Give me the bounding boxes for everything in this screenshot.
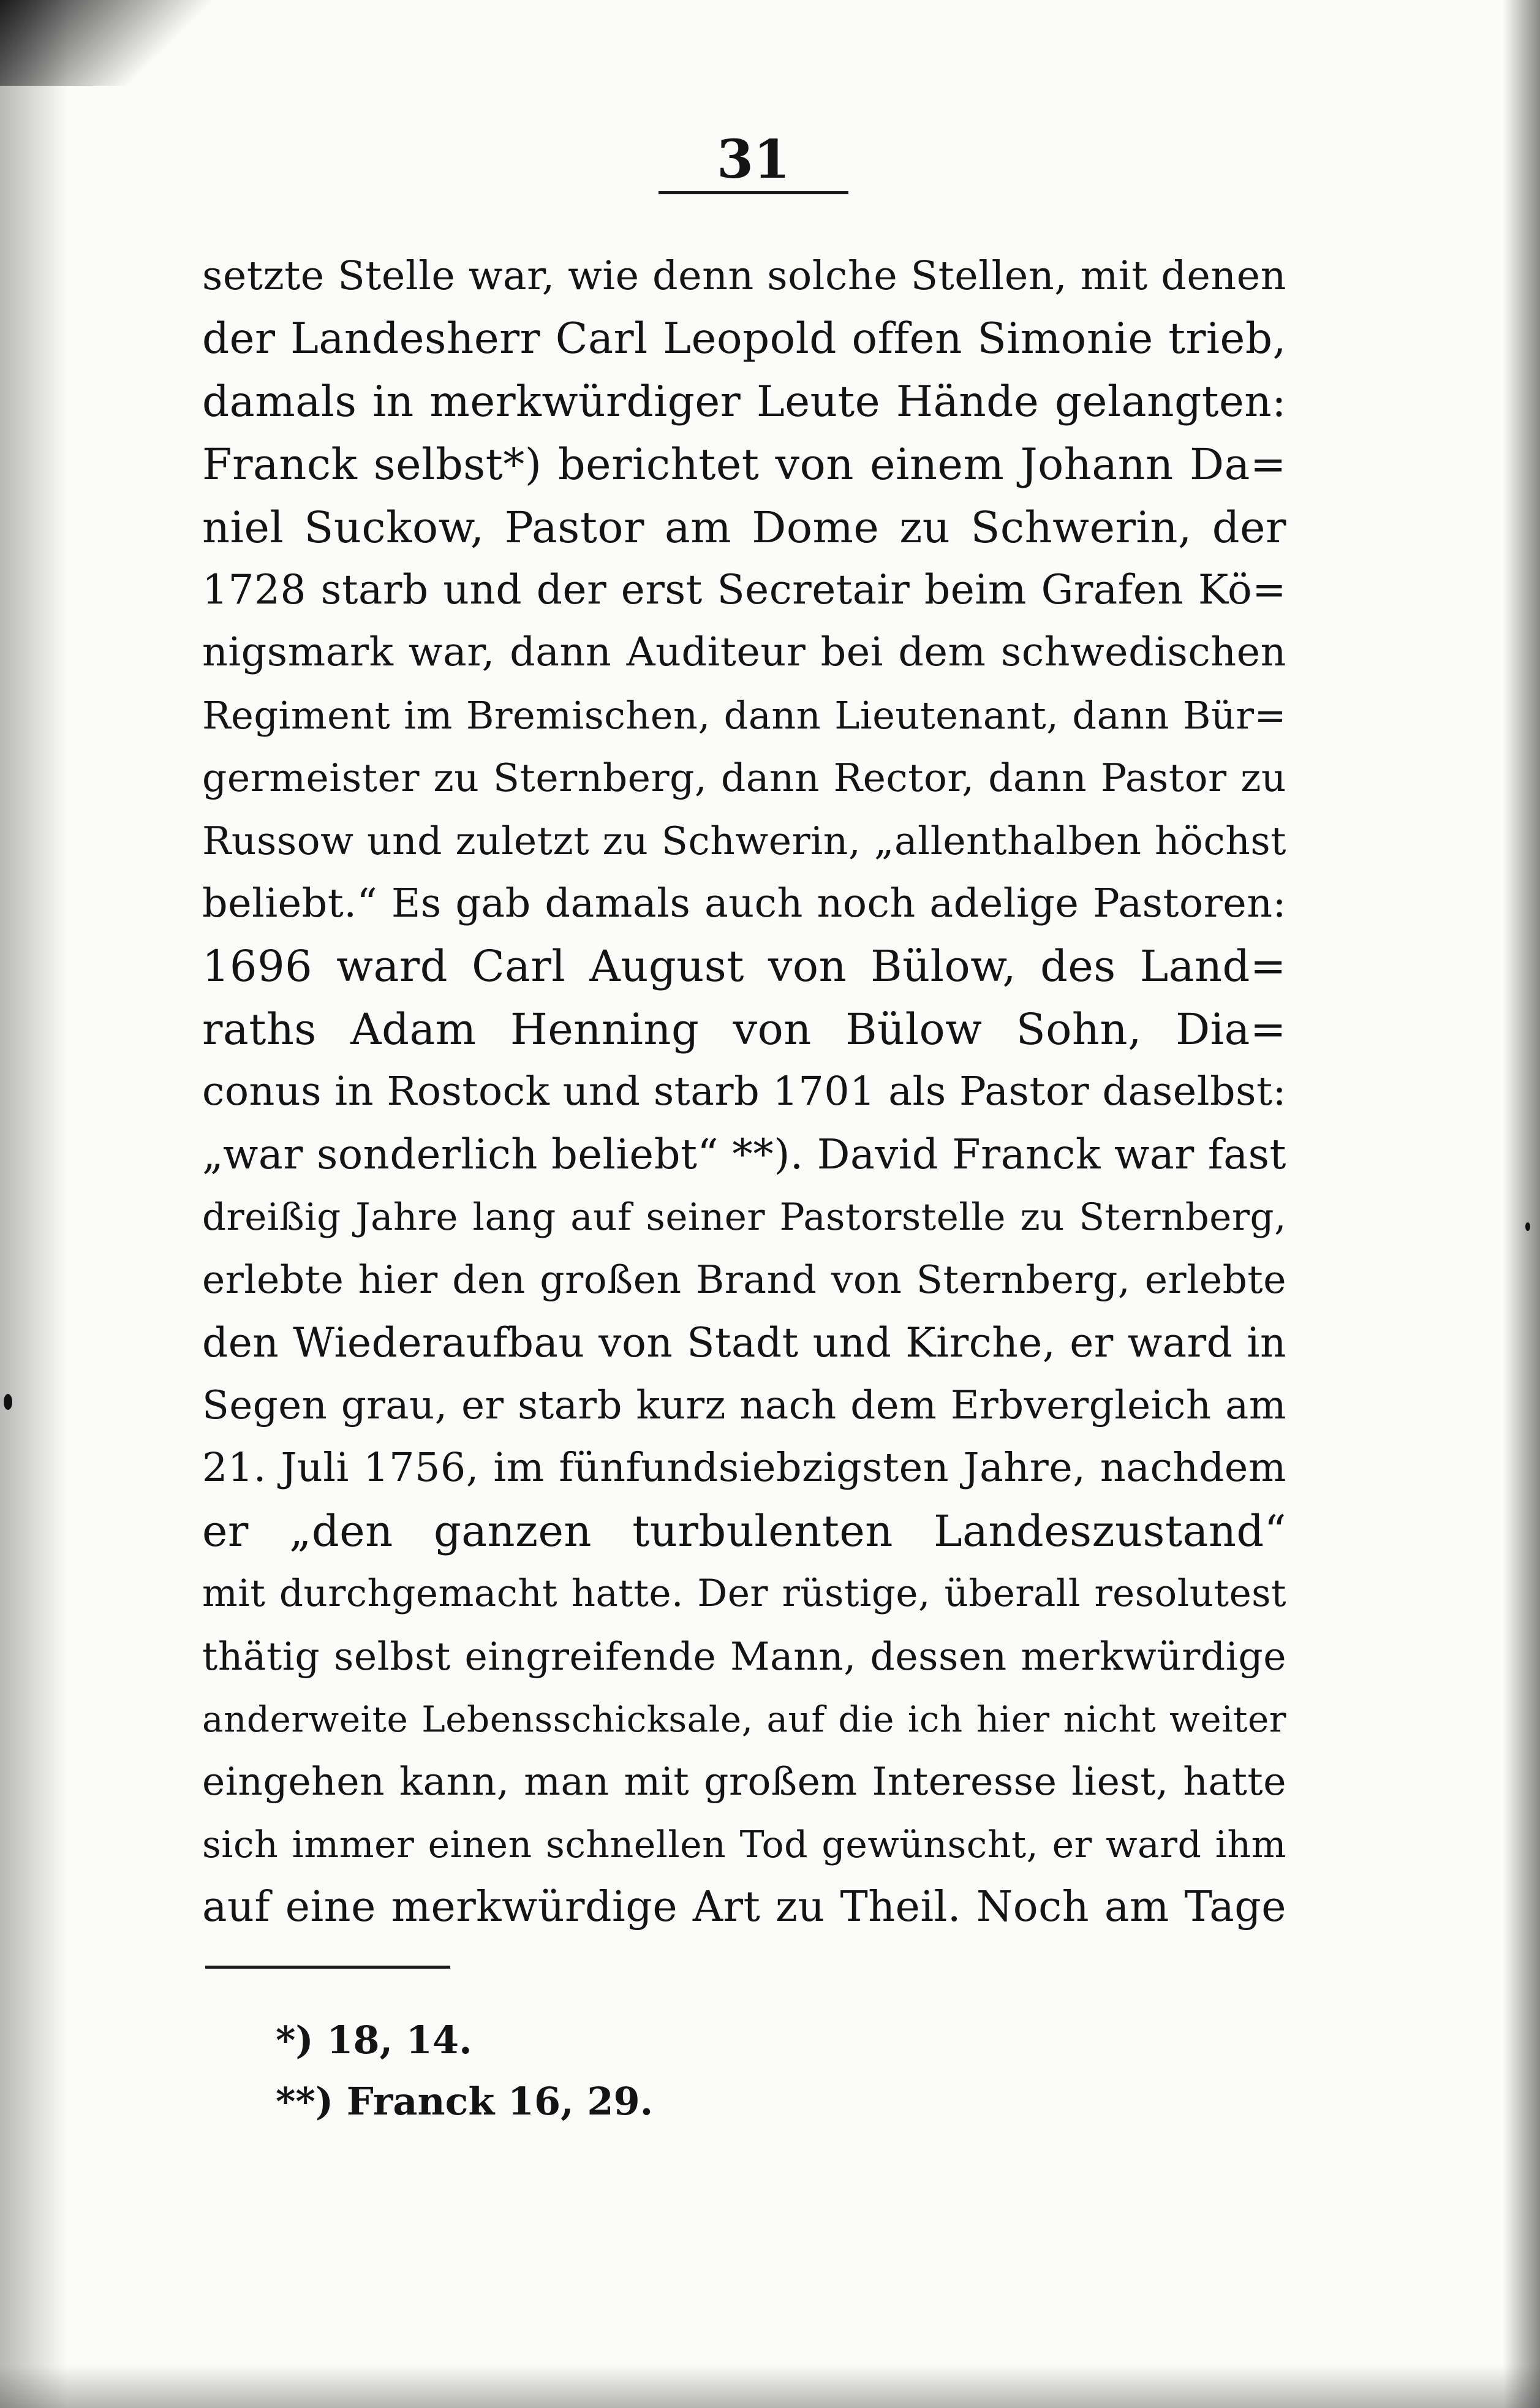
footnote-rule xyxy=(205,1966,450,1969)
text-line: damals in merkwürdiger Leute Hände gelangten: xyxy=(202,377,1286,426)
text-line: mit durchgemacht hatte. Der rüstige, überall resolutest xyxy=(202,1572,1286,1616)
text-line: conus in Rostock und starb 1701 als Pastor daselbst: xyxy=(202,1069,1286,1115)
scan-shadow-left xyxy=(0,0,67,2408)
text-line: „war sonderlich beliebt“ **). David Franck war fast xyxy=(202,1130,1286,1179)
text-line: der Landesherr Carl Leopold offen Simonie trieb, xyxy=(202,314,1286,364)
text-line: 21. Juli 1756, im fünfundsiebzigsten Jahre, nachdem xyxy=(202,1445,1286,1491)
text-line: niel Suckow, Pastor am Dome zu Schwerin, der xyxy=(202,502,1286,553)
text-line: germeister zu Sternberg, dann Rector, dann Pastor zu xyxy=(202,755,1286,801)
footnote: **) Franck 16, 29. xyxy=(276,2079,654,2124)
text-line: dreißig Jahre lang auf seiner Pastorstelle zu Sternberg, xyxy=(202,1195,1286,1239)
text-line: beliebt.“ Es gab damals auch noch adelige Pastoren: xyxy=(202,880,1286,926)
text-line: Russow und zuletzt zu Schwerin, „allenthalben höchst xyxy=(202,818,1286,863)
text-line: eingehen kann, man mit großem Interesse liest, hatte xyxy=(202,1759,1286,1804)
footnotes xyxy=(276,2010,827,2132)
ink-speck xyxy=(4,1394,12,1410)
text-line: anderweite Lebensschicksale, auf die ich hier nicht weiter xyxy=(202,1698,1286,1740)
text-line: 1696 ward Carl August von Bülow, des Land= xyxy=(202,941,1286,992)
text-line: nigsmark war, dann Auditeur bei dem schwedischen xyxy=(202,629,1286,676)
text-line: Segen grau, er starb kurz nach dem Erbvergleich am xyxy=(202,1383,1286,1429)
text-line: sich immer einen schnellen Tod gewünscht, er ward ihm xyxy=(202,1823,1286,1866)
page-number: 31 xyxy=(717,129,790,191)
text-line: auf eine merkwürdige Art zu Theil. Noch am Tage xyxy=(202,1883,1286,1932)
text-line: er „den ganzen turbulenten Landeszustand“ xyxy=(202,1505,1286,1556)
scan-shadow-bottom xyxy=(0,2365,1540,2408)
header-rule xyxy=(659,191,848,194)
text-line: thätig selbst eingreifende Mann, dessen merkwürdige xyxy=(202,1634,1286,1679)
ink-speck xyxy=(1525,1222,1530,1231)
text-line: Franck selbst*) berichtet von einem Johann Da= xyxy=(202,439,1286,490)
scan-shadow-right xyxy=(1503,0,1540,2408)
scan-shadow-corner xyxy=(0,0,221,86)
text-line: erlebte hier den großen Brand von Sternberg, erlebte xyxy=(202,1257,1286,1303)
text-line: Regiment im Bremischen, dann Lieutenant, dann Bür= xyxy=(202,692,1286,738)
footnote: *) 18, 14. xyxy=(276,2018,472,2062)
text-line: raths Adam Henning von Bülow Sohn, Dia= xyxy=(202,1004,1286,1054)
text-line: setzte Stelle war, wie denn solche Stellen, mit denen xyxy=(202,253,1286,299)
text-line: den Wiederaufbau von Stadt und Kirche, er ward in xyxy=(202,1319,1286,1366)
body-text xyxy=(202,245,1286,1939)
text-line: 1728 starb und der erst Secretair beim Grafen Kö= xyxy=(202,566,1286,613)
